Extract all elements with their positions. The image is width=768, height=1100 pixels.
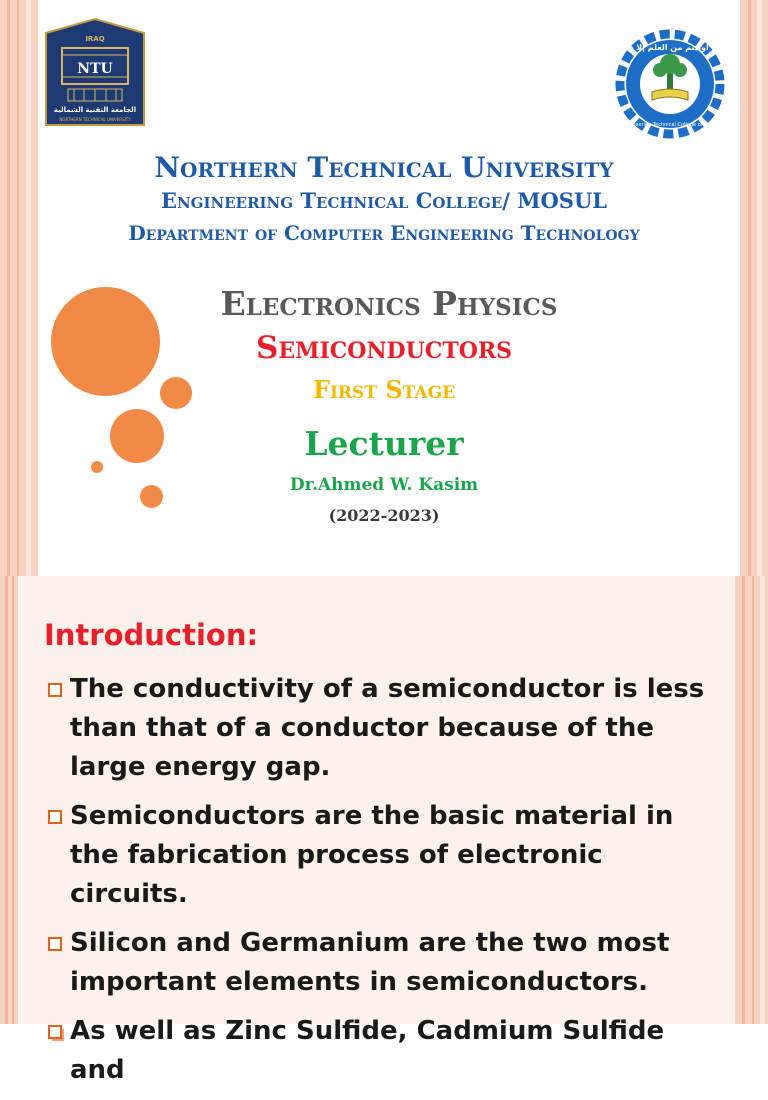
square-bullet-icon (48, 810, 62, 824)
section-heading: Introduction: (44, 618, 259, 652)
bullet-text: Silicon and Germanium are the two most important elements in semiconductors. (70, 928, 670, 997)
decor-stripe (752, 576, 754, 1024)
university-name: Northern Technical University (154, 151, 614, 184)
course-title: Electronics Physics (220, 284, 558, 323)
square-bullet-icon (48, 1025, 62, 1039)
college-name: Engineering Technical College/ MOSUL (160, 188, 608, 213)
topic-title: Semiconductors (255, 330, 513, 366)
bullet-text: Semiconductors are the basic material in the fabrication process of electronic circuits. (70, 801, 674, 909)
square-bullet-icon (48, 683, 62, 697)
logo-monogram-text: NTU (77, 61, 113, 77)
lecturer-label: Lecturer (304, 424, 464, 463)
bullet-text: The conductivity of a semiconductor is less than that of a conductor because of the large energy gap. (70, 674, 705, 782)
list-item (44, 1012, 724, 1090)
lecturer-name: Dr.Ahmed W. Kasim (289, 475, 479, 495)
list-item (44, 670, 724, 787)
decor-stripe (0, 576, 18, 1024)
department-name: Department of Computer Engineering Technology (128, 221, 640, 245)
square-bullet-icon (48, 937, 62, 951)
logo-arabic-name: الجامعة التقنية الشمالية (53, 106, 137, 114)
decor-stripe (760, 576, 765, 1024)
decor-stripe (742, 576, 745, 1024)
content-slide (0, 576, 768, 1085)
list-item (44, 797, 724, 914)
decor-stripe (5, 576, 8, 1024)
ntu-logo (38, 15, 152, 139)
logo-college-name: Engineering Technical College of Mosul (621, 122, 719, 128)
bullet-list (44, 670, 724, 1100)
etcm-logo (608, 32, 732, 136)
logo-english-name: NORTHERN TECHNICAL UNIVERSITY (59, 117, 131, 122)
logo-arabic-motto: وما أوتيتم من العلم إلا قليلا (615, 43, 725, 52)
stage-label: First Stage (312, 375, 456, 404)
list-item (44, 924, 724, 1002)
academic-year: (2022-2023) (328, 506, 440, 525)
logo-country-text: IRAQ (85, 35, 105, 43)
bullet-text: As well as Zinc Sulfide, Cadmium Sulfide and (70, 1016, 665, 1085)
decor-stripe (12, 576, 14, 1024)
